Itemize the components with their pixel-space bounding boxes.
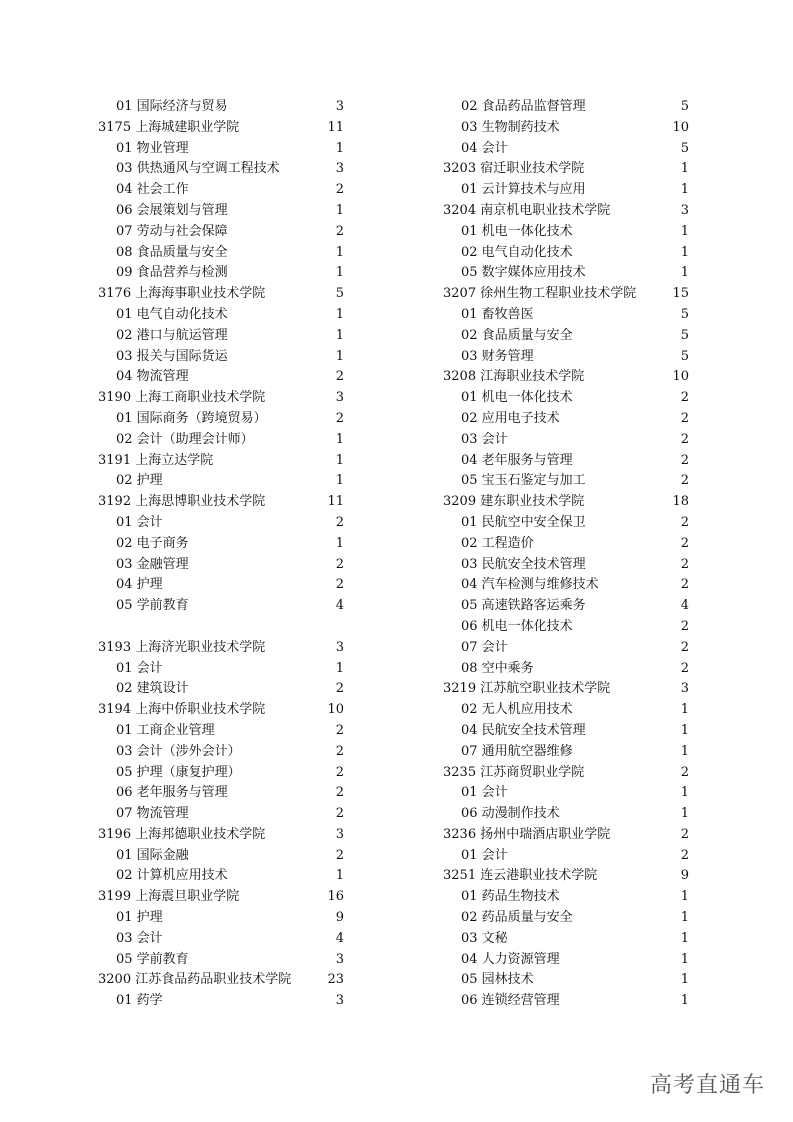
major-name: 01 会计: [116, 514, 163, 530]
major-name: 03 文秘: [461, 930, 508, 946]
major-name: 01 工商企业管理: [116, 722, 215, 738]
major-name: 05 高速铁路客运乘务: [461, 598, 586, 614]
quota-count: 4: [335, 598, 344, 614]
major-row: [443, 471, 689, 492]
major-row: [98, 991, 344, 1012]
major-row: [98, 243, 344, 264]
quota-count: 5: [680, 140, 689, 156]
major-row: [443, 263, 689, 284]
major-row: [98, 367, 344, 388]
major-row: [443, 721, 689, 742]
major-row: [443, 804, 689, 825]
major-name: 04 汽车检测与维修技术: [461, 577, 599, 593]
quota-count: 3: [335, 993, 344, 1009]
quota-count: 1: [335, 265, 344, 281]
major-row: [98, 659, 344, 680]
major-name: 02 应用电子技术: [461, 410, 560, 426]
quota-count: 9: [335, 910, 344, 926]
quota-count: 1: [680, 972, 689, 988]
quota-count: 18: [672, 494, 689, 510]
major-name: 02 会计（助理会计师）: [116, 431, 254, 447]
major-row: [98, 139, 344, 160]
school-row: [443, 679, 689, 700]
school-name: 3251 连云港职业技术学院: [443, 868, 598, 884]
school-row: [443, 492, 689, 513]
quota-count: 10: [327, 702, 344, 718]
major-row: [443, 617, 689, 638]
major-row: [443, 950, 689, 971]
quota-count: 3: [680, 202, 689, 218]
school-name: 3199 上海震旦职业学院: [98, 889, 240, 905]
major-row: [98, 534, 344, 555]
major-name: 08 食品质量与安全: [116, 244, 228, 260]
quota-count: 2: [335, 681, 344, 697]
major-row: [443, 659, 689, 680]
quota-count: 16: [327, 889, 344, 905]
quota-count: 2: [680, 390, 689, 406]
quota-count: 1: [680, 910, 689, 926]
quota-count: 2: [680, 577, 689, 593]
major-row: [98, 866, 344, 887]
major-name: 04 老年服务与管理: [461, 452, 573, 468]
major-row: [443, 430, 689, 451]
school-name: 3209 建东职业技术学院: [443, 494, 585, 510]
major-row: [443, 139, 689, 160]
quota-count: 2: [680, 410, 689, 426]
school-name: 3193 上海济光职业技术学院: [98, 639, 266, 655]
major-row: [98, 804, 344, 825]
major-name: 02 电气自动化技术: [461, 244, 573, 260]
quota-count: 5: [680, 327, 689, 343]
quota-count: 3: [335, 826, 344, 842]
major-name: 04 民航安全技术管理: [461, 722, 586, 738]
major-name: 03 财务管理: [461, 348, 534, 364]
major-row: [443, 326, 689, 347]
school-name: 3208 江海职业技术学院: [443, 369, 585, 385]
quota-count: 1: [335, 660, 344, 676]
quota-count: 1: [680, 993, 689, 1009]
major-row: [98, 263, 344, 284]
major-name: 03 报关与国际货运: [116, 348, 228, 364]
school-name: 3236 扬州中瑞酒店职业学院: [443, 826, 611, 842]
left-column: [98, 97, 344, 1012]
major-name: 01 会计: [461, 785, 508, 801]
major-row: [98, 180, 344, 201]
quota-count: 3: [335, 951, 344, 967]
major-name: 08 空中乘务: [461, 660, 534, 676]
major-row: [443, 742, 689, 763]
school-name: 3200 江苏食品药品职业技术学院: [98, 972, 292, 988]
quota-count: 1: [680, 930, 689, 946]
major-name: 04 人力资源管理: [461, 951, 560, 967]
major-row: [98, 222, 344, 243]
quota-count: 2: [335, 410, 344, 426]
major-name: 02 电子商务: [116, 535, 189, 551]
major-name: 05 园林技术: [461, 972, 534, 988]
quota-count: 2: [680, 514, 689, 530]
quota-count: 1: [680, 722, 689, 738]
major-name: 01 畜牧兽医: [461, 306, 534, 322]
quota-count: 1: [680, 806, 689, 822]
major-name: 02 工程造价: [461, 535, 534, 551]
major-row: [443, 783, 689, 804]
major-row: [443, 513, 689, 534]
major-name: 07 劳动与社会保障: [116, 223, 228, 239]
major-name: 01 物业管理: [116, 140, 189, 156]
right-column: [443, 97, 689, 1012]
spacer-row: [98, 617, 344, 638]
major-name: 03 金融管理: [116, 556, 189, 572]
quota-count: 2: [680, 618, 689, 634]
major-row: [98, 929, 344, 950]
quota-count: 2: [335, 743, 344, 759]
school-row: [443, 201, 689, 222]
quota-count: 2: [680, 826, 689, 842]
quota-count: 2: [335, 577, 344, 593]
major-name: 04 会计: [461, 140, 508, 156]
school-name: 3176 上海海事职业技术学院: [98, 286, 266, 302]
major-name: 02 港口与航运管理: [116, 327, 228, 343]
major-row: [443, 846, 689, 867]
quota-count: 10: [672, 119, 689, 135]
quota-count: 5: [680, 306, 689, 322]
major-name: 02 无人机应用技术: [461, 702, 573, 718]
quota-count: 3: [335, 99, 344, 114]
major-row: [443, 887, 689, 908]
major-name: 03 供热通风与空调工程技术: [116, 161, 280, 177]
quota-count: 1: [335, 431, 344, 447]
quota-count: 3: [335, 161, 344, 177]
quota-count: 1: [680, 785, 689, 801]
school-name: 3194 上海中侨职业技术学院: [98, 702, 266, 718]
quota-count: 1: [335, 244, 344, 260]
quota-count: 1: [335, 348, 344, 364]
school-row: [98, 638, 344, 659]
major-name: 03 会计（涉外会计）: [116, 743, 241, 759]
school-name: 3191 上海立达学院: [98, 452, 214, 468]
school-name: 3235 江苏商贸职业学院: [443, 764, 585, 780]
major-row: [98, 596, 344, 617]
major-name: 02 护理: [116, 473, 163, 489]
quota-count: 1: [335, 202, 344, 218]
major-name: 07 会计: [461, 639, 508, 655]
major-name: 01 国际金融: [116, 847, 189, 863]
major-name: 06 老年服务与管理: [116, 785, 228, 801]
quota-count: 4: [335, 930, 344, 946]
major-name: 05 学前教育: [116, 951, 189, 967]
major-name: 02 食品药品监督管理: [461, 99, 586, 114]
school-row: [98, 970, 344, 991]
school-row: [98, 388, 344, 409]
quota-count: 2: [680, 535, 689, 551]
quota-count: 1: [680, 244, 689, 260]
major-name: 01 机电一体化技术: [461, 390, 573, 406]
quota-count: 11: [327, 119, 344, 135]
quota-count: 1: [335, 140, 344, 156]
major-name: 03 生物制药技术: [461, 119, 560, 135]
major-name: 03 会计: [461, 431, 508, 447]
major-row: [443, 451, 689, 472]
quota-count: 1: [335, 868, 344, 884]
quota-count: 1: [680, 161, 689, 177]
quota-count: 1: [335, 535, 344, 551]
major-row: [443, 638, 689, 659]
quota-count: 2: [680, 556, 689, 572]
major-row: [443, 222, 689, 243]
major-row: [443, 555, 689, 576]
major-row: [98, 347, 344, 368]
school-row: [98, 700, 344, 721]
major-row: [443, 243, 689, 264]
school-row: [443, 866, 689, 887]
quota-count: 1: [335, 473, 344, 489]
quota-count: 11: [327, 494, 344, 510]
school-name: 3204 南京机电职业技术学院: [443, 202, 611, 218]
major-name: 04 护理: [116, 577, 163, 593]
major-row: [98, 97, 344, 118]
quota-count: 3: [335, 639, 344, 655]
quota-count: 2: [680, 847, 689, 863]
school-row: [98, 284, 344, 305]
major-row: [98, 721, 344, 742]
major-name: 02 食品质量与安全: [461, 327, 573, 343]
major-name: 04 社会工作: [116, 182, 189, 198]
quota-count: 10: [672, 369, 689, 385]
school-name: 3190 上海工商职业技术学院: [98, 390, 266, 406]
major-name: 05 宝玉石鉴定与加工: [461, 473, 586, 489]
major-row: [443, 991, 689, 1012]
school-row: [443, 825, 689, 846]
major-row: [98, 409, 344, 430]
school-row: [443, 367, 689, 388]
major-name: 05 护理（康复护理）: [116, 764, 241, 780]
major-row: [98, 201, 344, 222]
major-row: [98, 846, 344, 867]
quota-count: 2: [335, 514, 344, 530]
major-name: 03 会计: [116, 930, 163, 946]
major-row: [443, 347, 689, 368]
quota-count: 3: [335, 390, 344, 406]
quota-count: 1: [680, 743, 689, 759]
major-name: 04 物流管理: [116, 369, 189, 385]
major-row: [98, 950, 344, 971]
quota-count: 5: [680, 99, 689, 114]
major-name: 06 连锁经营管理: [461, 993, 560, 1009]
quota-count: 15: [672, 286, 689, 302]
major-row: [98, 159, 344, 180]
quota-count: 2: [680, 452, 689, 468]
quota-count: 2: [680, 764, 689, 780]
quota-count: 5: [335, 286, 344, 302]
school-name: 3192 上海思博职业技术学院: [98, 494, 266, 510]
quota-count: 2: [335, 556, 344, 572]
quota-count: 3: [680, 681, 689, 697]
quota-count: 2: [680, 431, 689, 447]
quota-count: 2: [680, 660, 689, 676]
major-name: 05 学前教育: [116, 598, 189, 614]
major-name: 06 动漫制作技术: [461, 806, 560, 822]
quota-count: 2: [335, 764, 344, 780]
major-name: 07 物流管理: [116, 806, 189, 822]
school-name: 3219 江苏航空职业技术学院: [443, 681, 611, 697]
major-name: 03 民航安全技术管理: [461, 556, 586, 572]
major-row: [443, 388, 689, 409]
major-row: [443, 305, 689, 326]
quota-count: 1: [680, 223, 689, 239]
major-name: 02 建筑设计: [116, 681, 189, 697]
school-row: [98, 451, 344, 472]
major-name: 01 会计: [461, 847, 508, 863]
major-name: 01 国际商务（跨境贸易）: [116, 410, 267, 426]
school-name: 3207 徐州生物工程职业技术学院: [443, 286, 637, 302]
quota-count: 9: [680, 868, 689, 884]
major-row: [98, 326, 344, 347]
major-name: 02 计算机应用技术: [116, 868, 228, 884]
major-name: 01 药品生物技术: [461, 889, 560, 905]
major-name: 05 数字媒体应用技术: [461, 265, 586, 281]
quota-count: 2: [680, 473, 689, 489]
major-name: 01 机电一体化技术: [461, 223, 573, 239]
major-row: [443, 908, 689, 929]
major-row: [443, 118, 689, 139]
quota-count: 5: [680, 348, 689, 364]
quota-count: 2: [335, 223, 344, 239]
major-name: 01 会计: [116, 660, 163, 676]
quota-count: 2: [335, 847, 344, 863]
quota-count: 1: [680, 702, 689, 718]
school-row: [98, 887, 344, 908]
quota-count: 2: [335, 369, 344, 385]
school-name: 3175 上海城建职业学院: [98, 119, 240, 135]
school-name: 3203 宿迁职业技术学院: [443, 161, 585, 177]
major-row: [443, 97, 689, 118]
major-row: [443, 534, 689, 555]
school-row: [98, 118, 344, 139]
school-row: [98, 492, 344, 513]
major-row: [443, 596, 689, 617]
major-row: [98, 575, 344, 596]
major-name: 01 国际经济与贸易: [116, 99, 228, 114]
quota-count: 1: [335, 452, 344, 468]
major-row: [98, 763, 344, 784]
major-name: 01 护理: [116, 910, 163, 926]
quota-count: 2: [335, 182, 344, 198]
school-name: 3196 上海邦德职业技术学院: [98, 826, 266, 842]
major-name: 01 药学: [116, 993, 163, 1009]
major-row: [98, 555, 344, 576]
quota-count: 2: [680, 639, 689, 655]
school-row: [443, 284, 689, 305]
quota-count: 1: [680, 951, 689, 967]
major-row: [98, 471, 344, 492]
school-row: [443, 763, 689, 784]
major-row: [443, 970, 689, 991]
major-name: 01 民航空中安全保卫: [461, 514, 586, 530]
quota-count: 23: [327, 972, 344, 988]
school-row: [98, 825, 344, 846]
major-name: 01 云计算技术与应用: [461, 182, 586, 198]
major-row: [443, 575, 689, 596]
quota-count: 1: [335, 327, 344, 343]
quota-count: 2: [335, 722, 344, 738]
major-row: [443, 700, 689, 721]
school-row: [443, 159, 689, 180]
major-row: [443, 929, 689, 950]
major-row: [98, 783, 344, 804]
watermark: 高考直通车: [649, 1073, 765, 1098]
quota-count: 4: [680, 598, 689, 614]
quota-count: 1: [680, 182, 689, 198]
major-row: [98, 679, 344, 700]
major-row: [443, 180, 689, 201]
major-name: 06 会展策划与管理: [116, 202, 228, 218]
major-row: [98, 430, 344, 451]
major-row: [98, 305, 344, 326]
quota-count: 2: [335, 785, 344, 801]
major-row: [98, 513, 344, 534]
quota-count: 1: [335, 306, 344, 322]
quota-count: 1: [680, 265, 689, 281]
major-name: 09 食品营养与检测: [116, 265, 228, 281]
major-name: 01 电气自动化技术: [116, 306, 228, 322]
major-row: [443, 409, 689, 430]
major-row: [98, 908, 344, 929]
major-name: 06 机电一体化技术: [461, 618, 573, 634]
major-row: [98, 742, 344, 763]
quota-count: 1: [680, 889, 689, 905]
quota-count: 2: [335, 806, 344, 822]
major-name: 02 药品质量与安全: [461, 910, 573, 926]
major-name: 07 通用航空器维修: [461, 743, 573, 759]
